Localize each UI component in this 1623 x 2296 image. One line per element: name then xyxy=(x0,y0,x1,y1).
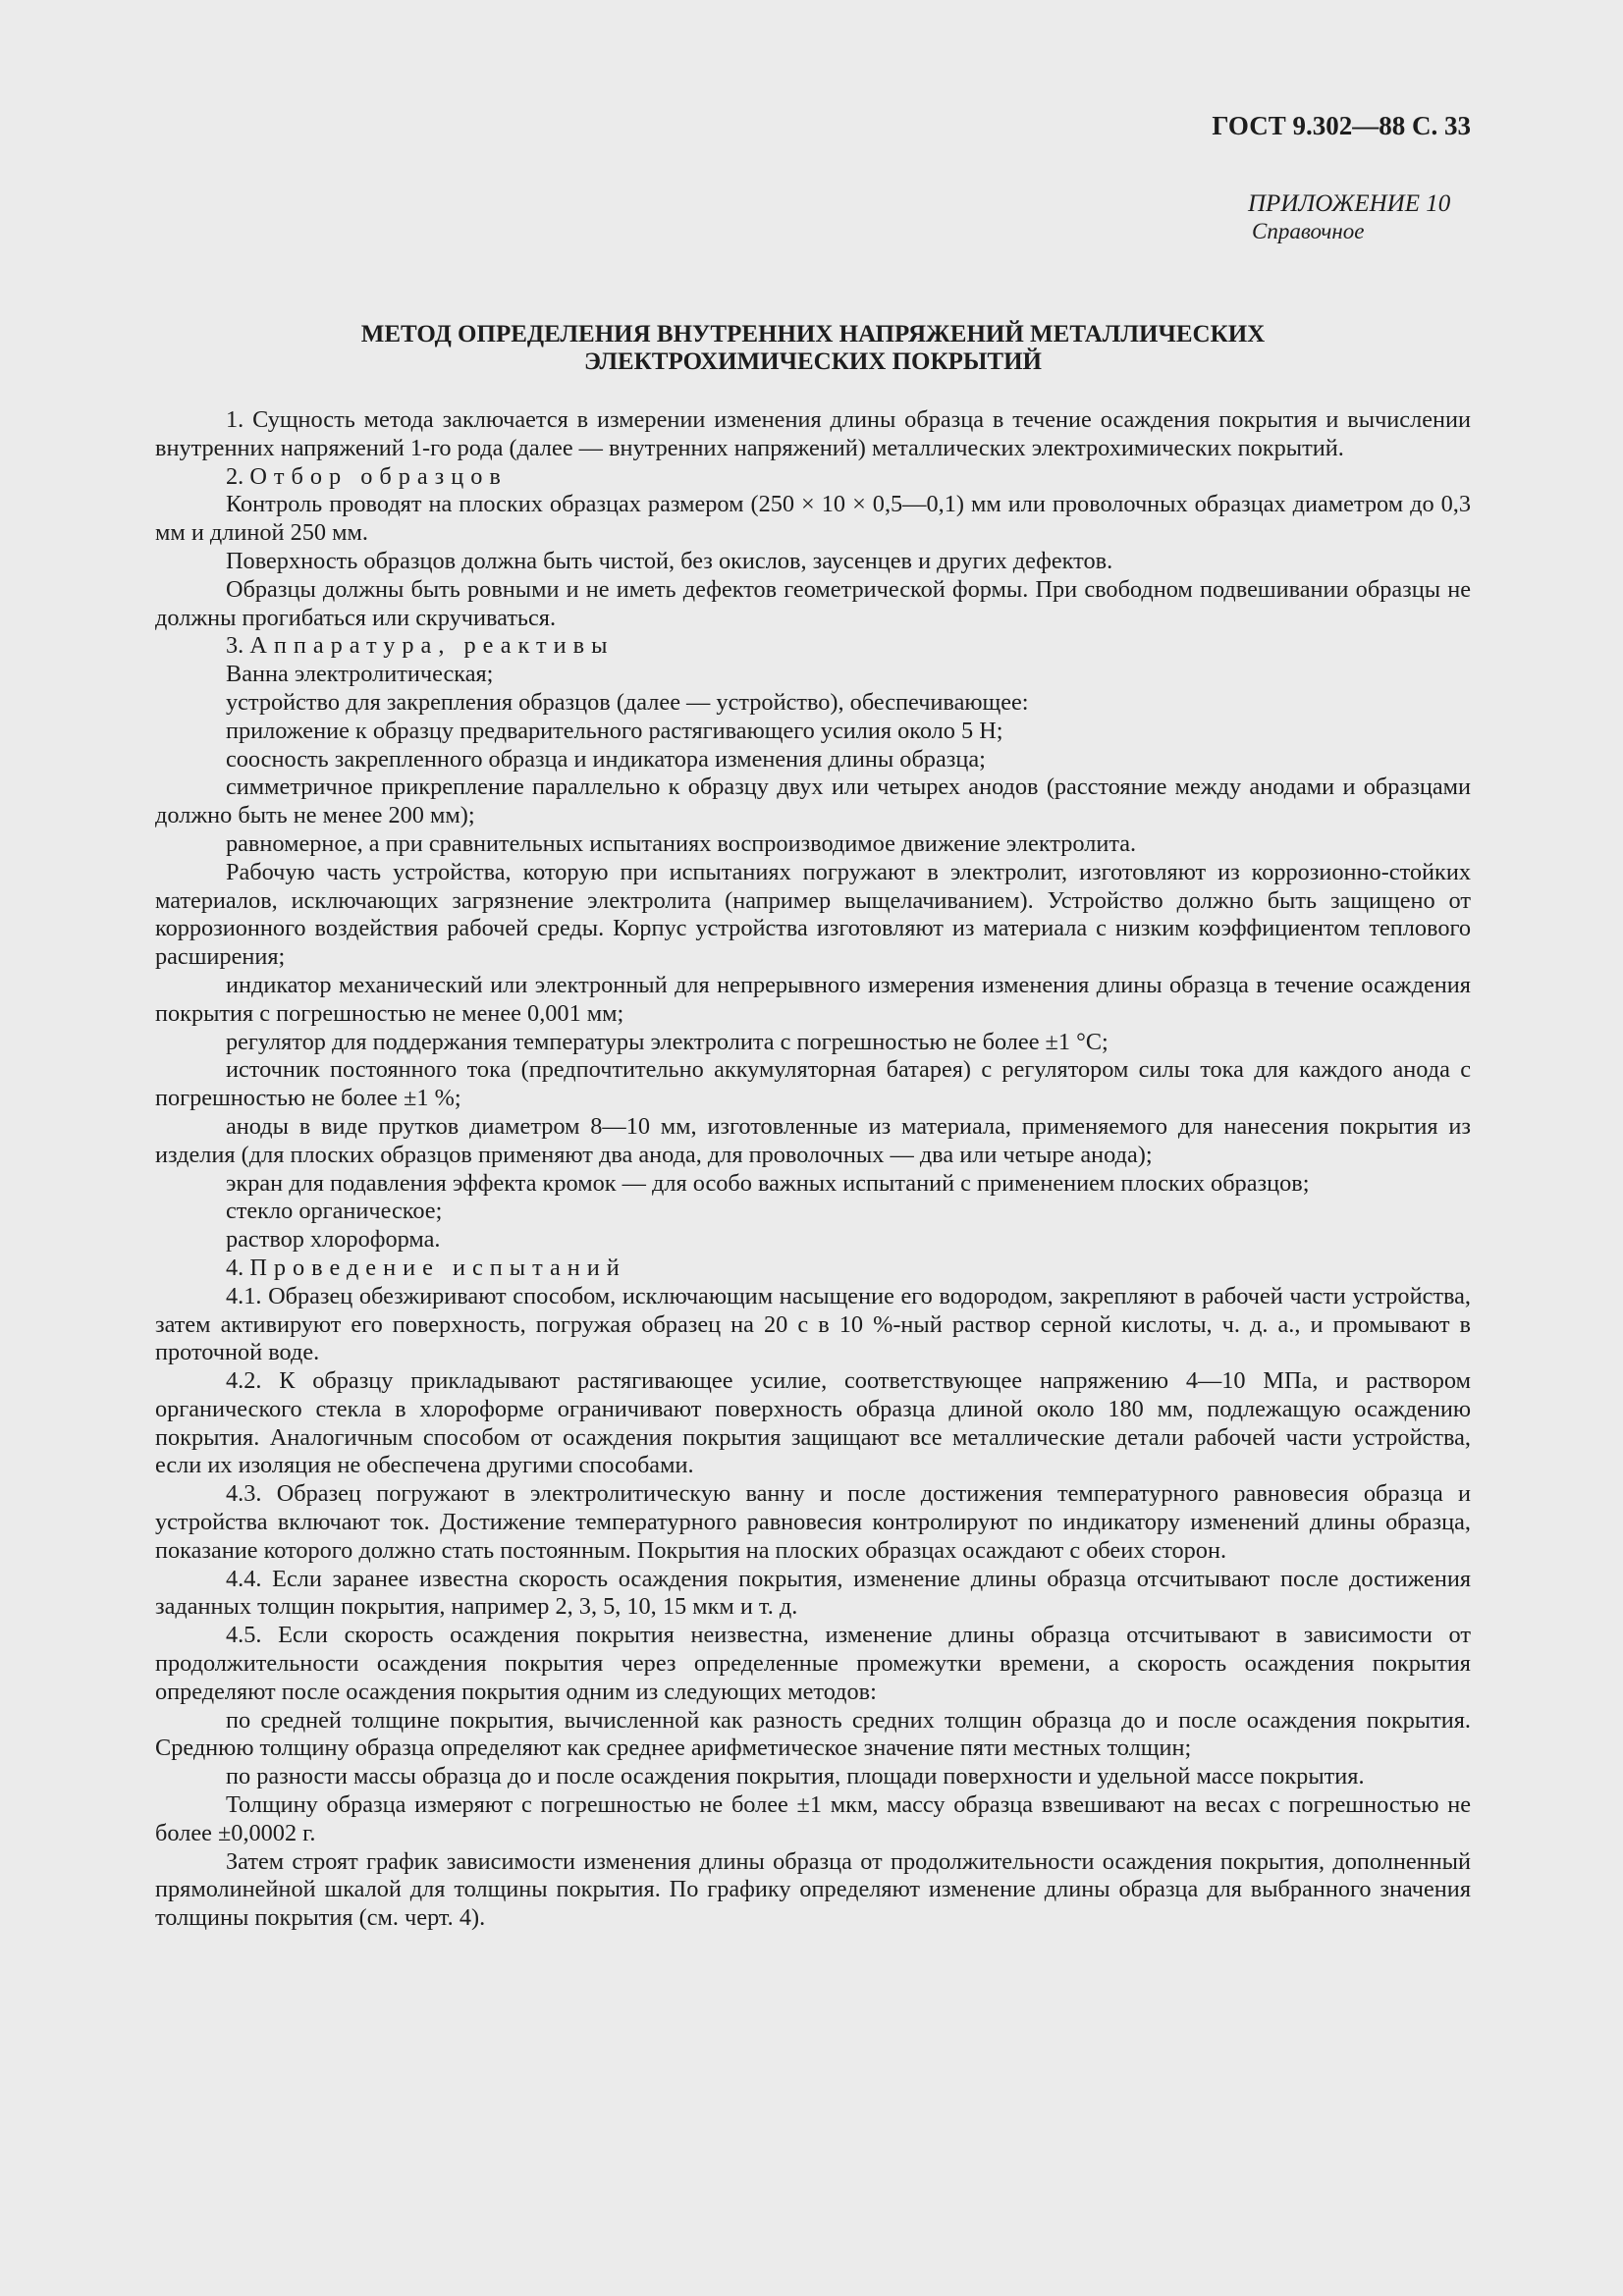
body-paragraph: Контроль проводят на плоских образцах размером (250 × 10 × 0,5—0,1) мм или проволочных образцах диаметром до 0,3 мм и длиной 250 мм. xyxy=(155,491,1471,547)
section-heading xyxy=(155,632,1471,661)
appendix-number: ПРИЛОЖЕНИЕ 10 xyxy=(1248,190,1451,217)
body-paragraph: 4.2. К образцу прикладывают растягивающее усилие, соответствующее напряжению 4—10 МПа, и раствором органического стекла в хлороформе ограничивают поверхность образца длиной около 180 мм, подлежащую осаждению покрытия. Аналогичным способом от осаждения покрытия защищают все металлические детали рабочей части устройства, если их изоляция не обеспечена другими способами. xyxy=(155,1367,1471,1479)
section-heading-text: Проведение испытаний xyxy=(249,1254,626,1281)
body-paragraph: Поверхность образцов должна быть чистой, без окислов, заусенцев и других дефектов. xyxy=(226,547,1113,574)
body-paragraph: симметричное прикрепление параллельно к образцу двух или четырех анодов (расстояние между анодами и образцами должно быть не менее 200 мм); xyxy=(155,774,1471,829)
body-paragraph: устройство для закрепления образцов (далее — устройство), обеспечивающее: xyxy=(226,688,1029,716)
section-heading-text: Аппаратура, реактивы xyxy=(249,632,615,660)
section-title-line-1: МЕТОД ОПРЕДЕЛЕНИЯ ВНУТРЕННИХ НАПРЯЖЕНИЙ МЕТАЛЛИЧЕСКИХ xyxy=(360,321,1266,347)
appendix-type: Справочное xyxy=(1252,219,1365,243)
appendix-label-block xyxy=(1248,190,1450,245)
body-paragraph: регулятор для поддержания температуры электролита с погрешностью не более ±1 °С; xyxy=(226,1028,1109,1055)
body-paragraph: по средней толщине покрытия, вычисленной как разность средних толщин образца до и после осаждения покрытия. Среднюю толщину образца определяют как среднее арифметическое значение пяти местных толщин; xyxy=(155,1706,1471,1762)
body-paragraph: индикатор механический или электронный для непрерывного измерения изменения длины образца в течение осаждения покрытия с погрешностью не менее 0,001 мм; xyxy=(155,971,1471,1027)
body-paragraph: Затем строят график зависимости изменения длины образца от продолжительности осаждения покрытия, дополненный прямолинейной шкалой для толщины покрытия. По графику определяют изменение длины образца для выбранного значения толщины покрытия (см. черт. 4). xyxy=(155,1847,1471,1932)
section-heading xyxy=(155,1255,1471,1283)
body-paragraph: Образцы должны быть ровными и не иметь дефектов геометрической формы. При свободном подвешивании образцы не должны прогибаться или скручиваться. xyxy=(155,575,1471,631)
body-paragraph: Ванна электролитическая; xyxy=(226,661,494,688)
body-paragraph: Толщину образца измеряют с погрешностью не более ±1 мкм, массу образца взвешивают на весах с погрешностью не более ±0,0002 г. xyxy=(155,1791,1471,1846)
section-heading-text: Отбор образцов xyxy=(249,462,508,490)
section-heading xyxy=(155,463,1471,492)
section-heading-number: 2. xyxy=(226,462,244,490)
body-paragraph: 4.5. Если скорость осаждения покрытия неизвестна, изменение длины образца отсчитывают в зависимости от продолжительности осаждения покрытия через определенные промежутки времени, а скорость осаждения покрытия определяют после осаждения покрытия одним из следующих методов: xyxy=(155,1622,1471,1705)
body-paragraph: 1. Сущность метода заключается в измерении изменения длины образца в течение осаждения покрытия и вычислении внутренних напряжений 1-го рода (далее — внутренних напряжений) металлических электрохимических покрытий. xyxy=(155,406,1471,461)
section-title xyxy=(155,321,1471,376)
body-paragraph: 4.1. Образец обезжиривают способом, исключающим насыщение его водородом, закрепляют в рабочей части устройства, затем активируют его поверхность, погружая образец на 20 с в 10 %-ный раствор серной кислоты, ч. д. а., и промывают в проточной воде. xyxy=(155,1282,1471,1366)
body-paragraph: раствор хлороформа. xyxy=(226,1226,441,1254)
section-heading-number: 3. xyxy=(226,632,244,660)
section-heading-number: 4. xyxy=(226,1254,244,1281)
body-paragraph: экран для подавления эффекта кромок — для особо важных испытаний с применением плоских образцов; xyxy=(226,1169,1310,1197)
body-paragraph: приложение к образцу предварительного растягивающего усилия около 5 Н; xyxy=(226,717,1003,744)
body-paragraph: по разности массы образца до и после осаждения покрытия, площади поверхности и удельной массе покрытия. xyxy=(226,1763,1365,1790)
section-title-line-2: ЭЛЕКТРОХИМИЧЕСКИХ ПОКРЫТИЙ xyxy=(583,348,1042,375)
body-paragraph: Рабочую часть устройства, которую при испытаниях погружают в электролит, изготовляют из коррозионно-стойких материалов, исключающих загрязнение электролита (например выщелачиванием). Устройство должно быть защищено от коррозионного воздействия рабочей среды. Корпус устройства изготовляют из материала с низким коэффициентом теплового расширения; xyxy=(155,858,1471,971)
body-paragraph: стекло органическое; xyxy=(226,1198,443,1225)
body-paragraph: 4.4. Если заранее известна скорость осаждения покрытия, изменение длины образца отсчитывают после достижения заданных толщин покрытия, например 2, 3, 5, 10, 15 мкм и т. д. xyxy=(155,1565,1471,1621)
body-paragraph: 4.3. Образец погружают в электролитическую ванну и после достижения температурного равновесия образца и устройства включают ток. Достижение температурного равновесия контролируют по индикатору изменений длины образца, показание которого должно стать постоянным. Покрытия на плоских образцах осаждают с обеих сторон. xyxy=(155,1480,1471,1564)
document-body xyxy=(155,406,1471,1933)
body-paragraph: аноды в виде прутков диаметром 8—10 мм, изготовленные из материала, применяемого для нанесения покрытия из изделия (для плоских образцов применяют два анода, для проволочных — два или четыре анода); xyxy=(155,1112,1471,1168)
body-paragraph: источник постоянного тока (предпочтительно аккумуляторная батарея) с регулятором силы тока для каждого анода с погрешностью не более ±1 %; xyxy=(155,1056,1471,1112)
page-header-reference: ГОСТ 9.302—88 С. 33 xyxy=(1212,111,1471,140)
body-paragraph: равномерное, а при сравнительных испытаниях воспроизводимое движение электролита. xyxy=(226,829,1137,857)
body-paragraph: соосность закрепленного образца и индикатора изменения длины образца; xyxy=(226,745,986,773)
